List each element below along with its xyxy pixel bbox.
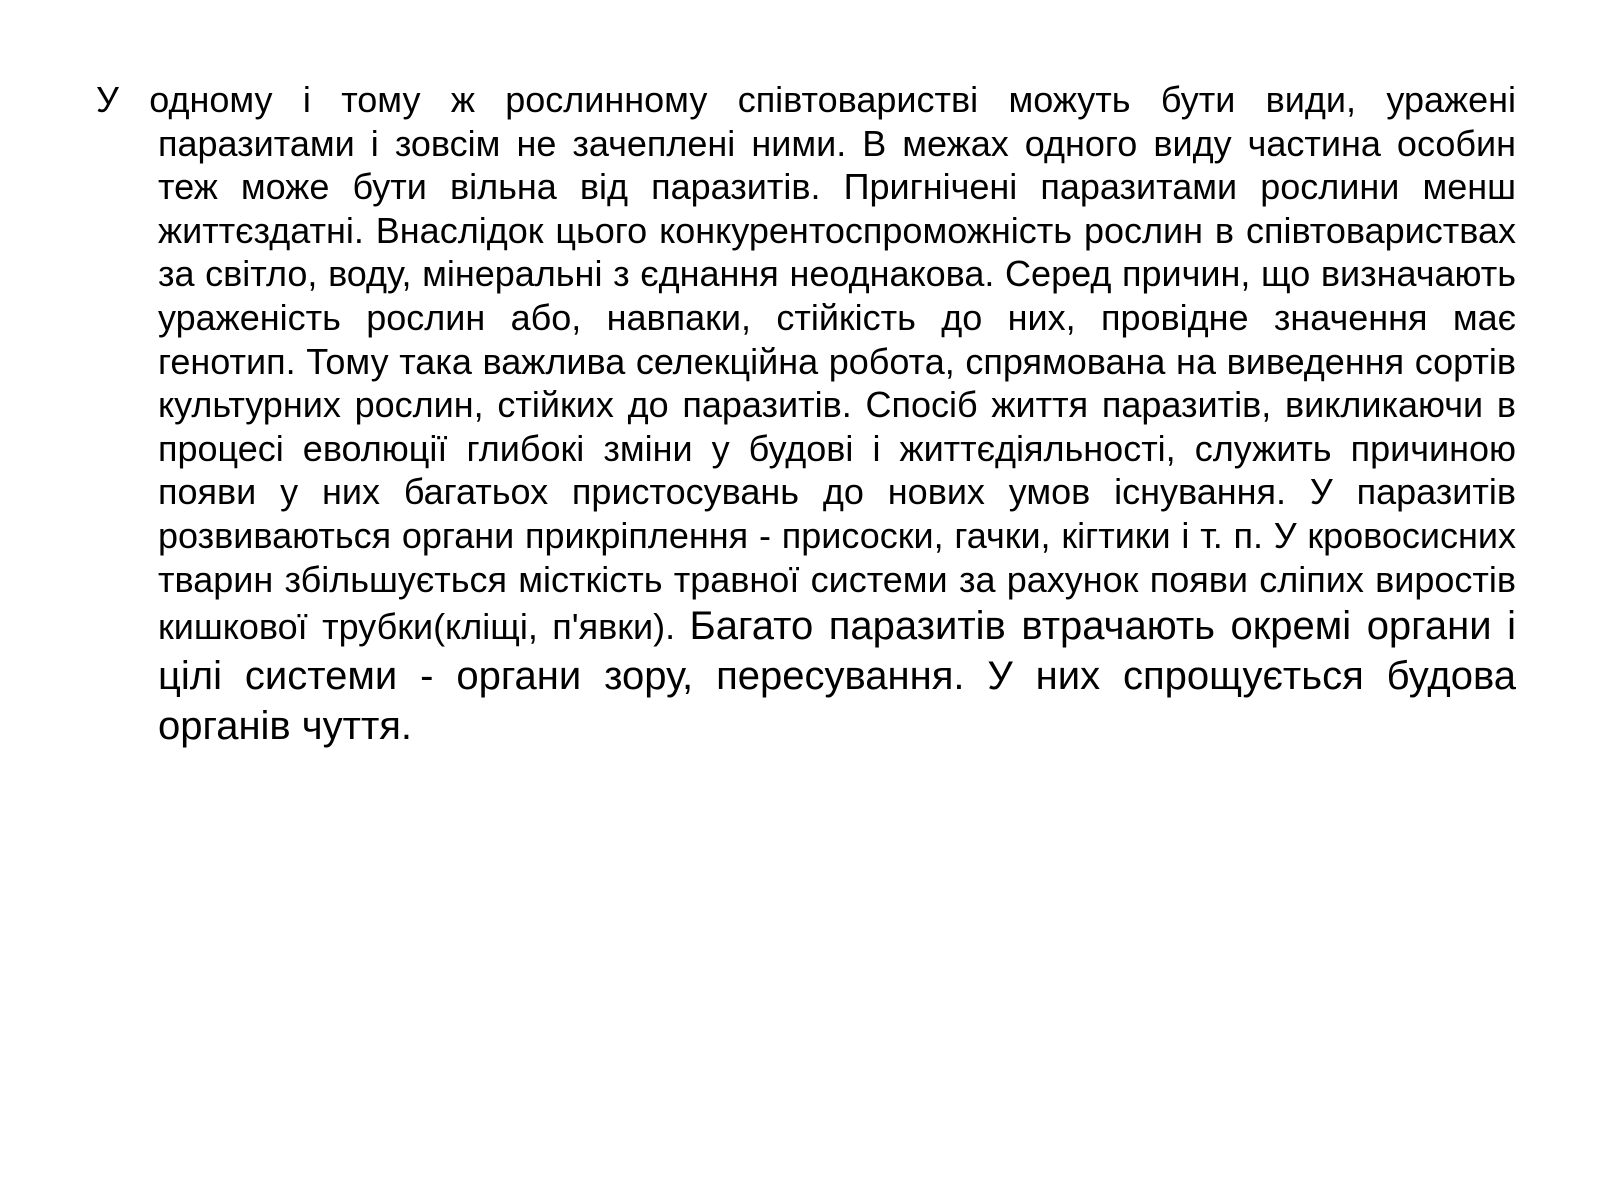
paragraph-text-main: У одному і тому ж рослинному співтоваристві можуть бути види, уражені паразитами і зовсім не зачеплені ними. В межах одного виду частина особин теж може бути вільна від паразитів. Пригнічені паразитами рослини менш життєздатні. Внаслідок цього конкурентоспроможність рослин в співтовариствах за світло, воду, мінеральні з єднання неоднакова. Серед причин, що визначають ураженість рослин або, навпаки, стійкість до них, провідне значення має генотип. Тому така важлива селекційна робота, спрямована на виведення сортів культурних рослин, стійких до паразитів. Спосіб життя паразитів, викликаючи в процесі еволюції глибокі зміни у будові і життєдіяльності, служить причиною появи у них багатьох пристосувань до нових умов існування. У паразитів розвиваються органи прикріплення - присоски, гачки, кігтики і т. п. У кровосисних тварин збільшується місткість травної системи за рахунок появи сліпих виростів кишкової трубки(кліщі, п'явки). [96,79,1516,648]
body-paragraph [96,78,1516,751]
paragraph-text-large: Багато паразитів втрачають окремі органи і цілі системи - органи зору, пересування. У них спрощується будова органів чуття. [158,604,1516,749]
